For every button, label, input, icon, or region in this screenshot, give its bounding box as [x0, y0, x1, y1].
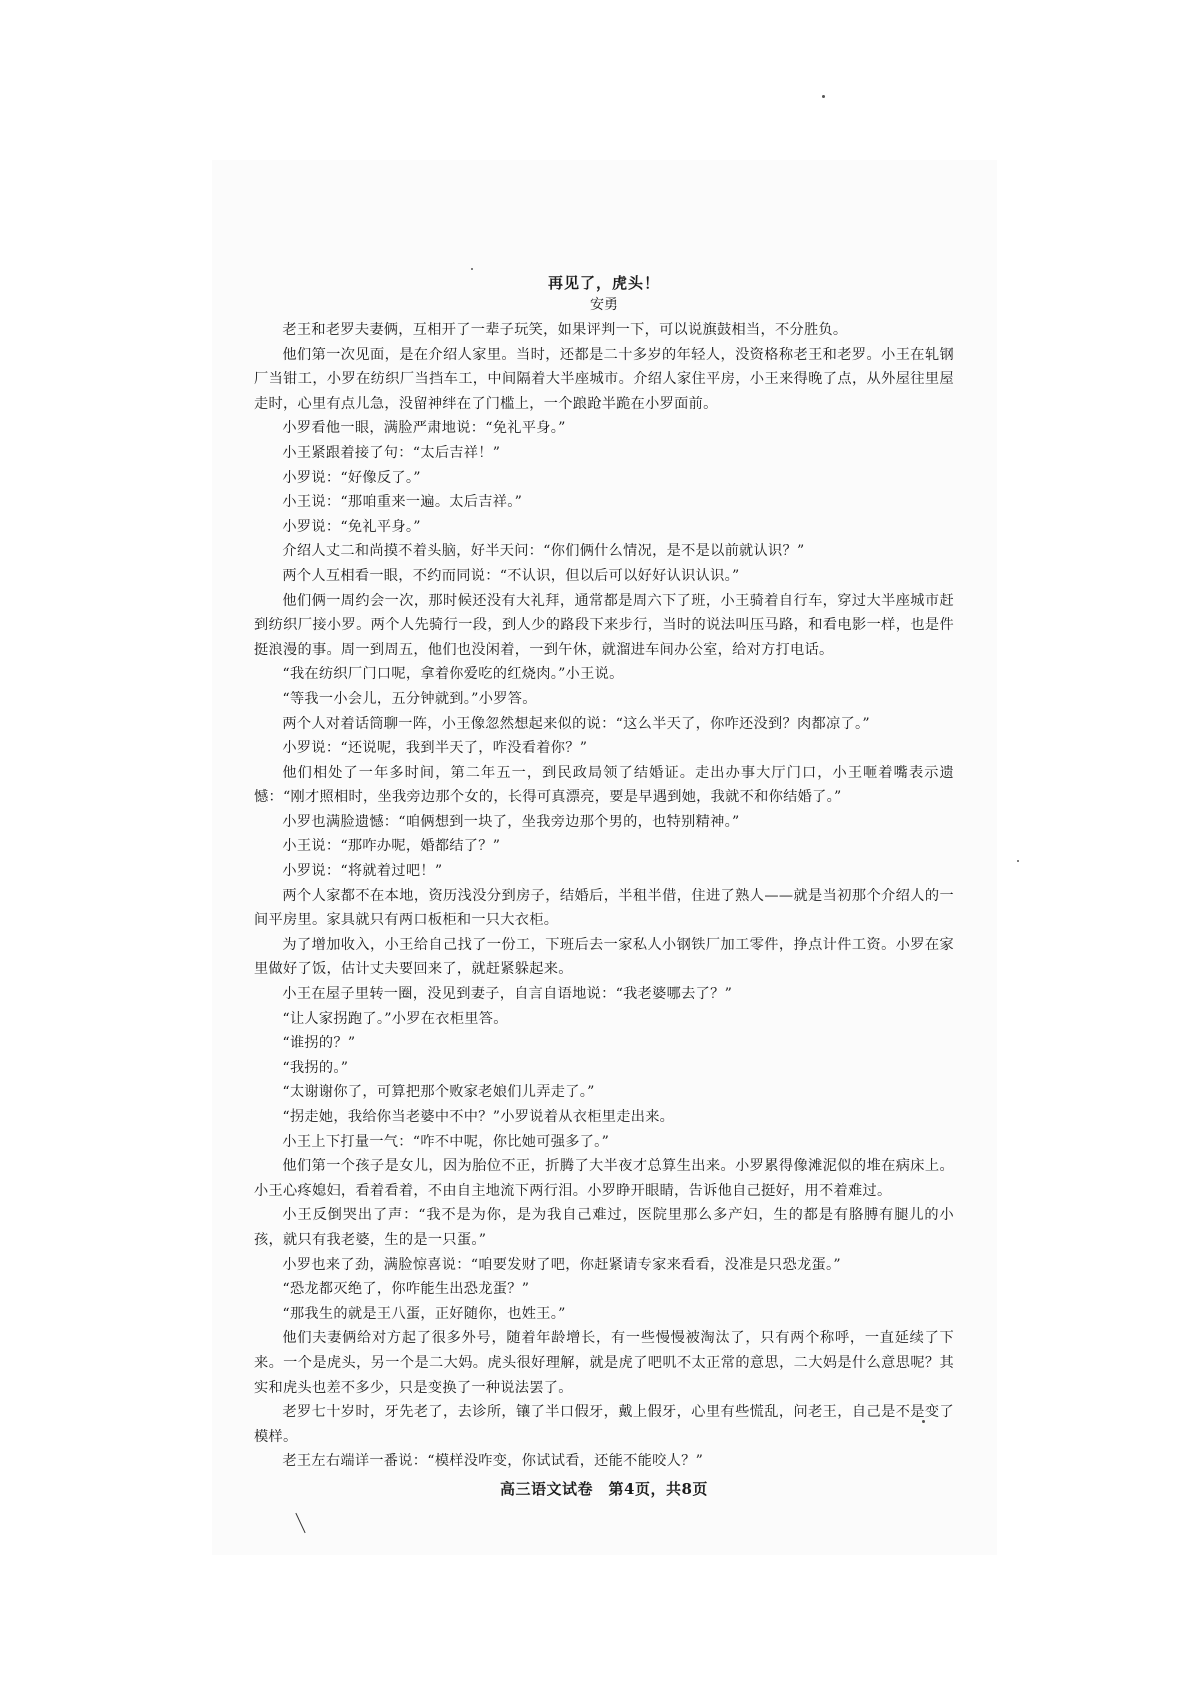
story-author: 安勇 — [590, 297, 618, 313]
scan-speck — [1017, 860, 1019, 862]
story-paragraph: “恐龙都灭绝了，你咋能生出恐龙蛋？” — [282, 1281, 530, 1298]
story-paragraph: 老罗七十岁时，牙先老了，去诊所，镶了半口假牙，戴上假牙，心里有些慌乱，问老王，自己是不是变了模样。 — [254, 1404, 954, 1445]
story-paragraph: 小王说：“那咱重来一遍。太后吉祥。” — [282, 494, 523, 511]
story-title: 再见了，虎头！ — [547, 274, 660, 292]
story-paragraph: 他们夫妻俩给对方起了很多外号，随着年龄增长，有一些慢慢被淘汰了，只有两个称呼，一直延续了下来。一个是虎头，另一个是二大妈。虎头很好理解，就是虎了吧叽不太正常的意思，二大妈是什么意思呢？其实和虎头也差不多少，只是变换了一种说法罢了。 — [254, 1330, 954, 1396]
story-paragraph: “那我生的就是王八蛋，正好随你，也姓王。” — [282, 1305, 566, 1322]
story-paragraph: “我拐的。” — [282, 1059, 349, 1076]
story-paragraph: 小王在屋子里转一圈，没见到妻子，自言自语地说：“我老婆哪去了？” — [282, 986, 733, 1003]
story-paragraph: “等我一小会儿，五分钟就到。”小罗答。 — [282, 690, 537, 707]
story-paragraph: 小王上下打量一气：“咋不中呢，你比她可强多了。” — [282, 1133, 610, 1150]
story-paragraph: 介绍人丈二和尚摸不着头脑，好半天问：“你们俩什么情况，是不是以前就认识？” — [282, 543, 805, 560]
story-paragraph: 小罗说：“好像反了。” — [282, 469, 421, 486]
story-paragraph: 小罗说：“将就着过吧！” — [282, 863, 443, 880]
story-paragraph: 他们第一次见面，是在介绍人家里。当时，还都是二十多岁的年轻人，没资格称老王和老罗。小王在轧钢厂当钳工，小罗在纺织厂当挡车工，中间隔着大半座城市。介绍人家住平房，小王来得晚了点，从外屋往里屋走时，心里有点儿急，没留神绊在了门槛上，一个踉跄半跪在小罗面前。 — [254, 346, 954, 412]
story-paragraph: 他们俩一周约会一次，那时候还没有大礼拜，通常都是周六下了班，小王骑着自行车，穿过大半座城市赶到纺织厂接小罗。两个人先骑行一段，到人少的路段下来步行，当时的说法叫压马路，和看电影一样，也是件挺浪漫的事。周一到周五，他们也没闲着，一到午休，就溜进车间办公室，给对方打电话。 — [254, 592, 954, 658]
story-paragraph: “谁拐的？” — [282, 1035, 356, 1052]
story-paragraph: 小罗也来了劲，满脸惊喜说：“咱要发财了吧，你赶紧请专家来看看，没准是只恐龙蛋。” — [282, 1256, 841, 1273]
story-paragraph: 小罗说：“免礼平身。” — [282, 518, 421, 535]
story-paragraph: 两个人对着话筒聊一阵，小王像忽然想起来似的说：“这么半天了，你咋还没到？肉都凉了。” — [282, 715, 870, 732]
story-paragraph: 他们第一个孩子是女儿，因为胎位不正，折腾了大半夜才总算生出来。小罗累得像滩泥似的堆在病床上。小王心疼媳妇，看着看着，不由自主地流下两行泪。小罗睁开眼睛，告诉他自己挺好，用不着难过。 — [254, 1158, 954, 1199]
story-paragraph: “太谢谢你了，可算把那个败家老娘们儿弄走了。” — [282, 1084, 595, 1101]
story-paragraph: 小罗也满脸遗憾：“咱俩想到一块了，坐我旁边那个男的，也特别精神。” — [282, 813, 740, 830]
scan-speck — [471, 268, 473, 270]
story-paragraph: 老王和老罗夫妻俩，互相开了一辈子玩笑，如果评判一下，可以说旗鼓相当，不分胜负。 — [282, 322, 848, 338]
story-paragraph: 小罗看他一眼，满脸严肃地说：“免礼平身。” — [282, 420, 566, 437]
document-body — [254, 272, 954, 1474]
page-footer: 高三语文试卷 第4页，共8页 — [500, 1480, 708, 1498]
story-paragraph: 小王反倒哭出了声：“我不是为你，是为我自己难过，医院里那么多产妇，生的都是有胳膊有腿儿的小孩，就只有我老婆，生的是一只蛋。” — [254, 1207, 954, 1248]
story-paragraph: 小罗说：“还说呢，我到半天了，咋没看着你？” — [282, 740, 588, 757]
story-paragraph: 老王左右端详一番说：“模样没咋变，你试试看，还能不能咬人？” — [282, 1453, 704, 1470]
story-paragraph: “拐走她，我给你当老婆中不中？”小罗说着从衣柜里走出来。 — [282, 1109, 675, 1125]
story-paragraph: “让人家拐跑了。”小罗在衣柜里答。 — [282, 1010, 508, 1027]
story-paragraph: 两个人家都不在本地，资历浅没分到房子，结婚后，半租半借，住进了熟人——就是当初那个介绍人的一间平房里。家具就只有两口板柜和一只大衣柜。 — [254, 887, 954, 929]
story-paragraph: 他们相处了一年多时间，第二年五一，到民政局领了结婚证。走出办事大厅门口，小王咂着嘴表示遗憾：“刚才照相时，坐我旁边那个女的，长得可真漂亮，要是早遇到她，我就不和你结婚了。” — [254, 764, 954, 806]
story-paragraph: “我在纺织厂门口呢，拿着你爱吃的红烧肉。”小王说。 — [282, 666, 624, 683]
story-paragraph: 两个人互相看一眼，不约而同说：“不认识，但以后可以好好认识认识。” — [282, 567, 740, 584]
story-paragraph: 小王说：“那咋办呢，婚都结了？” — [282, 838, 501, 855]
story-paragraphs — [254, 318, 954, 1474]
scan-speck — [822, 95, 825, 98]
story-paragraph: 小王紧跟着接了句：“太后吉祥！” — [282, 444, 501, 461]
story-paragraph: 为了增加收入，小王给自己找了一份工，下班后去一家私人小钢铁厂加工零件，挣点计件工资。小罗在家里做好了饭，估计丈夫要回来了，就赶紧躲起来。 — [254, 936, 954, 978]
